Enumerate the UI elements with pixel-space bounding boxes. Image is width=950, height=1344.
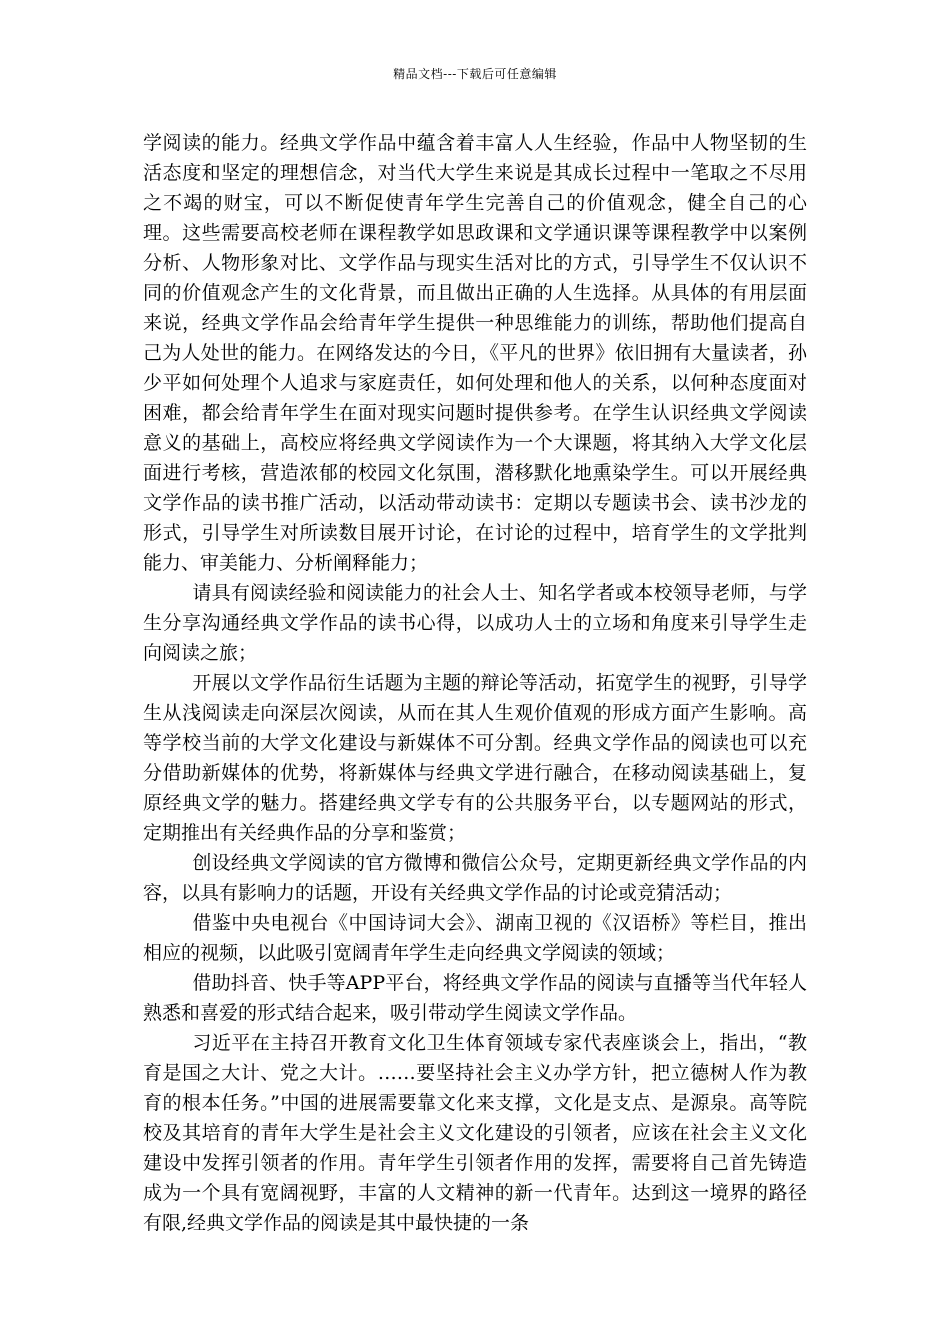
paragraph-app-platforms: 借助抖音、快手等APP平台，将经典文学作品的阅读与直播等当代年轻人熟悉和喜爱的形式结合起来，吸引带动学生阅读文学作品。 — [143, 972, 807, 1024]
paragraph-education-speech: 习近平在主持召开教育文化卫生体育领域专家代表座谈会上，指出，“教育是国之大计、党之大计。……要坚持社会主义办学方针，把立德树人作为教育的根本任务。”中国的进展需要靠文化来支撑，文化是支点、是源泉。高等院校及其培育的青年大学生是社会主义文化建设的引领者，应该在社会主义文化建设中发挥引领者的作用。青年学生引领者作用的发挥，需要将自己首先铸造成为一个具有宽阔视野，丰富的人文精神的新一代青年。达到这一境界的路径有限,经典文学作品的阅读是其中最快捷的一条 — [143, 1032, 807, 1234]
paragraph-tv-programs: 借鉴中央电视台《中国诗词大会》、湖南卫视的《汉语桥》等栏目，推出相应的视频，以此吸引宽阔青年学生走向经典文学阅读的领域； — [143, 912, 807, 964]
document-body — [143, 128, 807, 1238]
paragraph-reading-ability: 学阅读的能力。经典文学作品中蕴含着丰富人人生经验，作品中人物坚韧的生活态度和坚定的理想信念，对当代大学生来说是其成长过程中一笔取之不尽用之不竭的财宝，可以不断促使青年学生完善自己的价值观念，健全自己的心理。这些需要高校老师在课程教学如思政课和文学通识课等课程教学中以案例分析、人物形象对比、文学作品与现实生活对比的方式，引导学生不仅认识不同的价值观念产生的文化背景，而且做出正确的人生选择。从具体的有用层面来说，经典文学作品会给青年学生提供一种思维能力的训练，帮助他们提高自己为人处世的能力。在网络发达的今日，《平凡的世界》依旧拥有大量读者，孙少平如何处理个人追求与家庭责任，如何处理和他人的关系，以何种态度面对困难，都会给青年学生在面对现实问题时提供参考。在学生认识经典文学阅读意义的基础上，高校应将经典文学阅读作为一个大课题，将其纳入大学文化层面进行考核，营造浓郁的校园文化氛围，潜移默化地熏染学生。可以开展经典文学作品的读书推广活动，以活动带动读书：定期以专题读书会、读书沙龙的形式，引导学生对所读数目展开讨论，在讨论的过程中，培育学生的文学批判能力、审美能力、分析阐释能力； — [143, 132, 807, 574]
paragraph-weibo-wechat: 创设经典文学阅读的官方微博和微信公众号，定期更新经典文学作品的内容，以具有影响力的话题，开设有关经典文学作品的讨论或竞猜活动； — [143, 852, 807, 904]
page-header: 精品文档---下载后可任意编辑 — [393, 67, 557, 81]
paragraph-debate-activities: 开展以文学作品衍生话题为主题的辩论等活动，拓宽学生的视野，引导学生从浅阅读走向深层次阅读，从而在其人生观价值观的形成方面产生影响。高等学校当前的大学文化建设与新媒体不可分割。经典文学作品的阅读也可以充分借助新媒体的优势，将新媒体与经典文学进行融合，在移动阅读基础上，复原经典文学的魅力。搭建经典文学专有的公共服务平台，以专题网站的形式，定期推出有关经典作品的分享和鉴赏； — [143, 672, 807, 844]
paragraph-invite-speakers: 请具有阅读经验和阅读能力的社会人士、知名学者或本校领导老师，与学生分享沟通经典文学作品的读书心得，以成功人士的立场和角度来引导学生走向阅读之旅； — [143, 582, 807, 664]
